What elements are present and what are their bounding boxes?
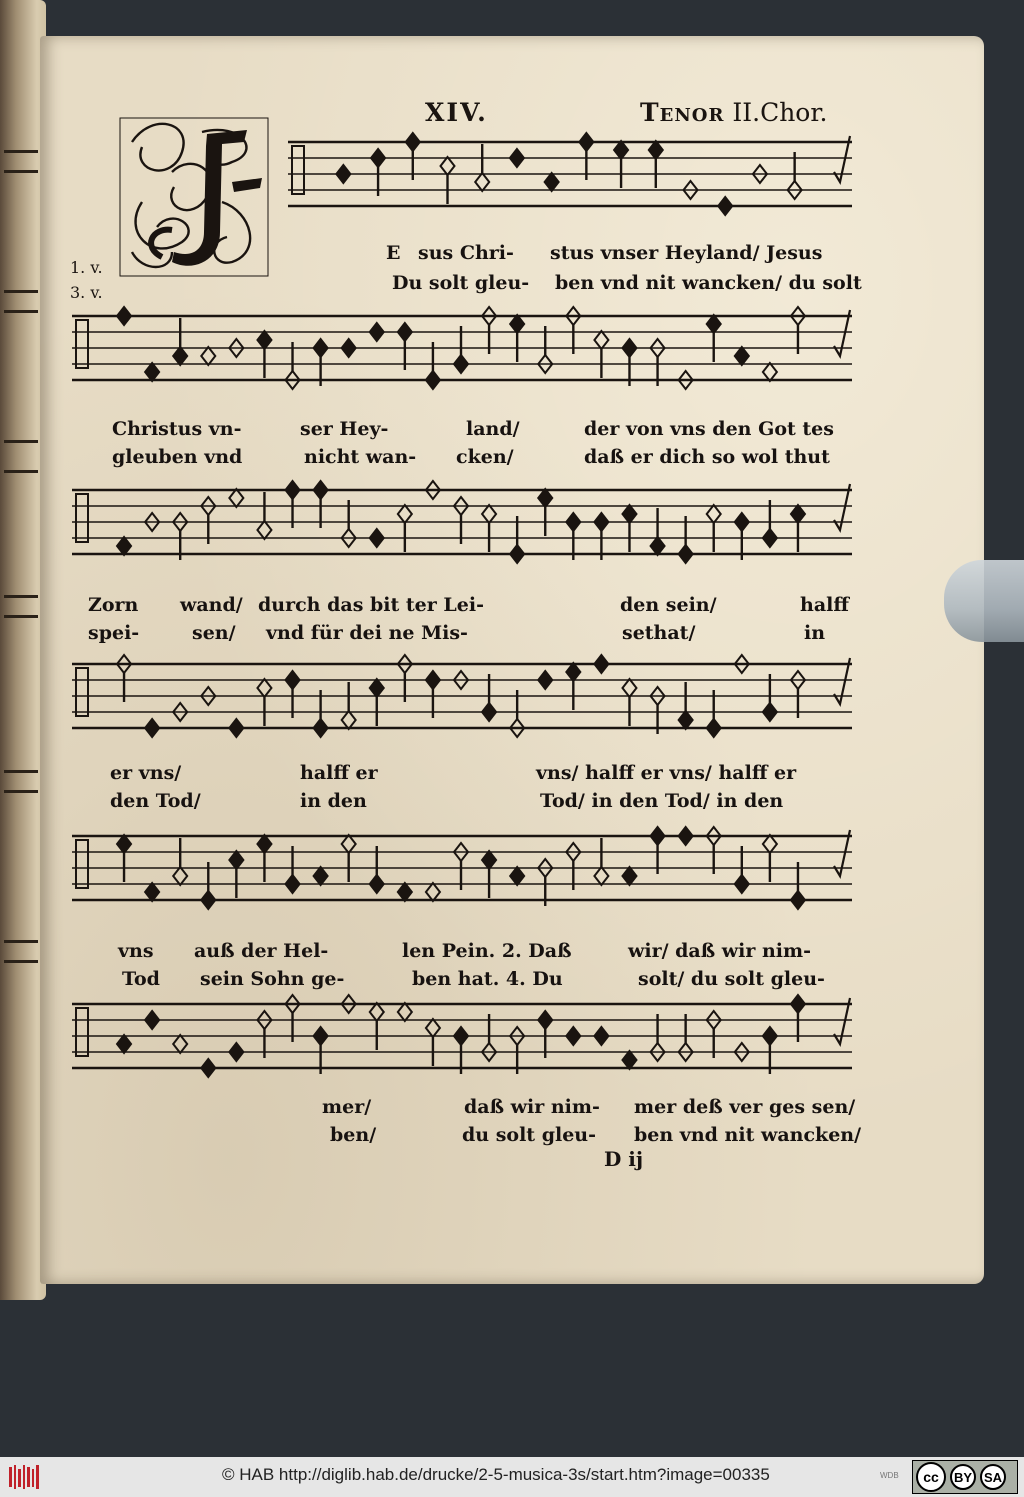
staff — [72, 995, 852, 1077]
note — [145, 1011, 159, 1029]
note — [475, 173, 489, 191]
note — [201, 347, 215, 365]
note — [482, 703, 496, 721]
lyric: wand/ — [180, 594, 243, 616]
lyric: E — [386, 242, 401, 264]
lyric: len Pein. 2. Daß — [402, 940, 572, 962]
staff — [72, 827, 852, 909]
note — [510, 315, 524, 333]
lyric: wir/ daß wir nim- — [628, 940, 812, 962]
note — [791, 891, 805, 909]
lyric: in — [804, 622, 826, 644]
note — [791, 505, 805, 523]
note — [579, 133, 593, 151]
wdb-label: WDB — [880, 1471, 899, 1480]
note — [406, 133, 420, 151]
note — [286, 671, 300, 689]
note — [398, 505, 412, 523]
note — [370, 875, 384, 893]
note — [257, 679, 271, 697]
lyric: Tod — [122, 968, 160, 990]
lyric: den sein/ — [620, 594, 717, 616]
note — [201, 1059, 215, 1077]
note — [735, 347, 749, 365]
sa-icon: SA — [980, 1464, 1006, 1490]
staff — [288, 133, 852, 215]
note — [763, 835, 777, 853]
note — [426, 671, 440, 689]
lyric: halff er — [300, 762, 378, 784]
lyric: cken/ — [456, 446, 514, 468]
note — [229, 1043, 243, 1061]
note — [145, 363, 159, 381]
note — [117, 537, 131, 555]
note — [735, 513, 749, 531]
lyric: vnd für dei ne Mis- — [266, 622, 468, 644]
lyric: gleuben vnd — [112, 446, 243, 468]
lyric: mer deß ver ges sen/ — [634, 1096, 856, 1118]
note — [145, 883, 159, 901]
note — [538, 1011, 552, 1029]
lyric: er vns/ — [110, 762, 182, 784]
lyric: stus vnser Heyland/ Jesus — [550, 242, 823, 264]
lyric: Du solt gleu- — [392, 272, 530, 294]
note — [454, 1027, 468, 1045]
cc-icon: cc — [916, 1462, 946, 1492]
note — [566, 513, 580, 531]
viewer-footer — [0, 1457, 1024, 1497]
cc-license-badge[interactable] — [912, 1460, 1018, 1494]
clef — [76, 494, 88, 542]
note — [314, 339, 328, 357]
note — [679, 711, 693, 729]
note — [426, 883, 440, 901]
lyric: Zorn — [88, 594, 139, 616]
lyric: daß wir nim- — [464, 1096, 600, 1118]
note — [594, 655, 608, 673]
lyric: durch das bit ter Lei- — [258, 594, 484, 616]
note — [566, 663, 580, 681]
clef — [76, 668, 88, 716]
note — [566, 1027, 580, 1045]
lyric: sus Chri- — [418, 242, 514, 264]
note — [314, 867, 328, 885]
lyric: nicht wan- — [304, 446, 417, 468]
note — [371, 149, 385, 167]
lyric: mer/ — [322, 1096, 372, 1118]
voice-name: Tenor — [640, 98, 725, 127]
note — [201, 891, 215, 909]
note — [117, 307, 131, 325]
note — [622, 339, 636, 357]
signature-mark: D ij — [604, 1147, 644, 1171]
note — [342, 339, 356, 357]
staff — [72, 655, 852, 737]
choir-name: II.Chor. — [732, 98, 828, 127]
note — [314, 481, 328, 499]
note — [679, 545, 693, 563]
note — [679, 827, 693, 845]
note — [622, 505, 636, 523]
lyric: in den — [300, 790, 367, 812]
note — [482, 851, 496, 869]
lyric: den Tod/ — [110, 790, 201, 812]
note — [594, 1027, 608, 1045]
hab-logo-icon — [8, 1463, 42, 1491]
note — [763, 703, 777, 721]
note — [614, 141, 628, 159]
note — [257, 331, 271, 349]
lyric: ser Hey- — [300, 418, 389, 440]
lyric: sein Sohn ge- — [200, 968, 345, 990]
note — [622, 1051, 636, 1069]
note — [718, 197, 732, 215]
clef — [292, 146, 304, 194]
note — [707, 505, 721, 523]
note — [510, 149, 524, 167]
note — [398, 323, 412, 341]
note — [454, 355, 468, 373]
note — [229, 719, 243, 737]
note — [651, 537, 665, 555]
note — [229, 851, 243, 869]
lyric: Tod/ in den Tod/ in den — [540, 790, 784, 812]
note — [370, 323, 384, 341]
lyric: vns/ halff er vns/ halff er — [536, 762, 797, 784]
note — [426, 1019, 440, 1037]
note — [314, 1027, 328, 1045]
lyric: ben hat. 4. Du — [412, 968, 563, 990]
note — [398, 883, 412, 901]
note — [145, 719, 159, 737]
note — [257, 835, 271, 853]
note — [398, 1003, 412, 1021]
note — [791, 995, 805, 1013]
verse-mark-3: 3. v. — [70, 283, 103, 302]
note — [707, 719, 721, 737]
by-icon: BY — [950, 1464, 976, 1490]
note — [173, 867, 187, 885]
lyric: solt/ du solt gleu- — [638, 968, 825, 990]
lyric: vns — [118, 940, 154, 962]
note — [426, 371, 440, 389]
note — [257, 521, 271, 539]
note — [342, 835, 356, 853]
lyric: der von vns den Got tes — [584, 418, 834, 440]
lyric: auß der Hel- — [194, 940, 329, 962]
note — [510, 545, 524, 563]
note — [763, 529, 777, 547]
page-number: XIV. — [425, 98, 488, 127]
note — [229, 489, 243, 507]
note — [538, 671, 552, 689]
note — [622, 679, 636, 697]
lyric: daß er dich so wol thut — [584, 446, 830, 468]
note — [370, 529, 384, 547]
note — [594, 867, 608, 885]
staff — [72, 481, 852, 563]
note — [649, 141, 663, 159]
lyric: ben vnd nit wancken/ du solt — [555, 272, 862, 294]
note — [314, 719, 328, 737]
note — [173, 347, 187, 365]
lyric: ben/ — [330, 1124, 377, 1146]
copyright-link[interactable]: © HAB http://diglib.hab.de/drucke/2-5-musica-3s/start.htm?image=00335 — [222, 1465, 770, 1484]
note — [538, 489, 552, 507]
note — [482, 505, 496, 523]
note — [707, 315, 721, 333]
lyric: ben vnd nit wancken/ — [634, 1124, 862, 1146]
note — [735, 875, 749, 893]
lyric: sen/ — [192, 622, 236, 644]
lyric: land/ — [466, 418, 520, 440]
note — [622, 867, 636, 885]
note — [117, 1035, 131, 1053]
clef — [76, 320, 88, 368]
note — [173, 1035, 187, 1053]
note — [370, 1003, 384, 1021]
note — [336, 165, 350, 183]
note — [651, 827, 665, 845]
lyric: Christus vn- — [112, 418, 242, 440]
lyric: halff — [800, 594, 849, 616]
note — [545, 173, 559, 191]
note — [763, 363, 777, 381]
note — [594, 513, 608, 531]
note — [370, 679, 384, 697]
staff — [72, 307, 852, 389]
note — [441, 157, 455, 175]
note — [594, 331, 608, 349]
clef — [76, 840, 88, 888]
note — [510, 867, 524, 885]
clef — [76, 1008, 88, 1056]
lyric: du solt gleu- — [462, 1124, 596, 1146]
lyric: sethat/ — [622, 622, 696, 644]
verse-mark-1: 1. v. — [70, 258, 103, 277]
note — [286, 875, 300, 893]
note — [763, 1027, 777, 1045]
note — [117, 835, 131, 853]
note — [286, 481, 300, 499]
note — [342, 711, 356, 729]
lyric: spei- — [88, 622, 140, 644]
